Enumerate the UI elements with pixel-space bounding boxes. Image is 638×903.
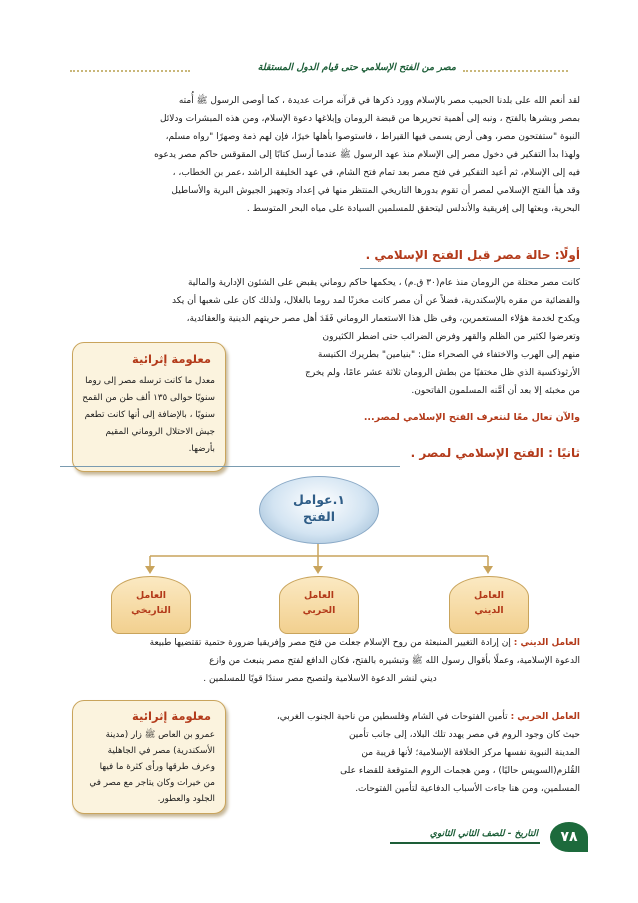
footer-title: التاريخ - للصف الثاني الثانوي bbox=[429, 829, 538, 839]
intro-line: ولهذا بدأ التفكير في دخول مصر إلى الإسلام منذ عهد الرسول ﷺ عندما أرسل كتابًا إلى المقوقس حاكم مصر يدعوه bbox=[154, 150, 580, 160]
enrichment-line: عمرو بن العاص ﷺ زار (مدينة bbox=[105, 730, 215, 740]
enrichment-line: سنويًا ، بالإضافة إلى أنها كانت تطعم bbox=[84, 410, 215, 420]
enrichment-line: الأسكندرية) مصر في الجاهلية bbox=[107, 746, 215, 756]
hub-line-2: الفتح bbox=[302, 509, 336, 524]
military-paragraph bbox=[235, 708, 580, 798]
factor-historical bbox=[111, 576, 191, 634]
enrichment-line: جيش الاحتلال الروماني المقيم bbox=[105, 427, 215, 437]
military-label: العامل الحربي : bbox=[510, 712, 580, 722]
intro-line: فيه إلى الإسلام، ثم أعيد التفكير في فتح مصر بعد تمام فتح الشام، في عهد الخليفة الراشد ،عمر بن الخطاب، ، bbox=[172, 168, 580, 178]
header-title: مصر من الفتح الإسلامي حتى قيام الدول المستقلة bbox=[257, 62, 456, 73]
factor-line: العامل bbox=[473, 590, 505, 601]
intro-line: بمصر وبشرها بالفتح ، ونبه إلى أهمية تحريرها من قبضة الرومان وإبلاغها دعوة الإسلام، ومن هذه المبشرات ودلائل bbox=[159, 114, 580, 124]
religious-paragraph bbox=[60, 634, 580, 688]
section1-line: الأرثوذكسية الذي ظل مختفيًا من بطش الرومان ثلاثة عشر عامًا، ولم يخرج bbox=[305, 368, 580, 378]
enrichment-line: وعرف طرقها ورأى كثرة ما فيها bbox=[99, 762, 215, 772]
section-heading-2: ثانيًا : الفتح الإسلامي لمصر . bbox=[410, 446, 580, 460]
page-number: ٧٨ bbox=[550, 822, 588, 852]
footer-underline bbox=[390, 842, 540, 844]
section1-line: وتعرضوا لكثير من الظلم والقهر وفرض الضرائب حتى اضطر الكثيرون bbox=[322, 332, 580, 342]
section1-line: من مخبئه إلا بعد أن أمَّنه المسلمون الفاتحون. bbox=[411, 386, 580, 396]
religious-line: ديني لنشر الدعوة الاسلامية ولتصبح مصر سندًا قويًا للمسلمين . bbox=[203, 674, 437, 684]
military-line bbox=[235, 708, 580, 726]
enrichment-box-title: معلومة إثرائية bbox=[132, 352, 211, 366]
military-line: حيث كان وجود الروم في مصر يهدد تلك البلاد، إلى جانب تأمين bbox=[348, 730, 580, 740]
military-text: تأمين الفتوحات في الشام وفلسطين من ناحية الجنوب الغربي، bbox=[276, 712, 508, 722]
enrichment-box-title: معلومة إثرائية bbox=[132, 709, 211, 723]
factor-line: الحربي bbox=[302, 605, 336, 616]
intro-line: البحرية، وبعثها إلى إفريقية والأندلس ليتحقق للمسلمين السيادة على مياه البحر المتوسط . bbox=[246, 204, 580, 214]
section-heading-1: أولًا: حالة مصر قبل الفتح الإسلامي . bbox=[365, 248, 580, 262]
military-line: المدينة النبوية نفسها مركز الخلافة الإسلامية؛ لأنها قريبة من bbox=[361, 748, 580, 758]
enrichment-line: الجلود والعطور. bbox=[157, 794, 215, 804]
religious-label: العامل الديني : bbox=[513, 638, 580, 648]
enrichment-line: سنويًا حوالى ١٣٥ ألف طن من القمح bbox=[82, 393, 215, 403]
hub-line-1: ١.عوامل bbox=[293, 492, 345, 507]
intro-line: لقد أنعم الله على بلدنا الحبيب مصر بالإسلام وورد ذكرها في قرآنه مرات عديدة ، كما أوصى الرسول ﷺ أُمته bbox=[178, 96, 580, 106]
religious-text: إن إرادة التغيير المنبعثة من روح الإسلام جعلت من فتح مصر وإفريقيا ضرورة حتمية تقتضيها طبيعة bbox=[149, 638, 511, 648]
intro-line: وقد هيأ الفتح الإسلامي لمصر أن تقوم بدورها التاريخي المنتظر منها في إعداد وتجهيز الجيوش البرية والأساطيل bbox=[171, 186, 580, 196]
religious-line: الدعوة الإسلامية، وعملًا بأقوال رسول الله ﷺ وتبشيره بالفتح، فكان الدافع لفتح مصر ينبعث من وازع bbox=[209, 656, 580, 666]
section1-line: والقضائية من مقره بالإسكندرية، فضلاً عن أن مصر كانت مخزنًا لمد روما بالغلال، ولذلك كان على شعبها أن يكد bbox=[172, 296, 580, 306]
section1-line: ويكدح لخدمة هؤلاء المستعمرين، وفى ظل هذا الاستعمار الروماني فَقَدَ أهل مصر حريتهم الدينية والعقائدية، bbox=[186, 314, 580, 324]
enrichment-line: معدل ما كانت ترسله مصر إلى روما bbox=[85, 376, 215, 386]
religious-line bbox=[60, 634, 580, 652]
section1-line: منهم إلى الهرب والاختفاء في الصحراء مثل: "بنيامين" بطريرك الكنيسة bbox=[317, 350, 580, 360]
factors-hub bbox=[259, 476, 379, 544]
military-line: المسلمين، ومن هنا جاءت الأسباب الدفاعية لتأمين الفتوحات. bbox=[355, 784, 580, 794]
factor-line: التاريخي bbox=[131, 605, 171, 616]
enrichment-line: من خيرات وكان يتاجر مع مصر في bbox=[89, 778, 215, 788]
factor-line: العامل bbox=[135, 590, 167, 601]
military-line: القُلزم(السويس حاليًا) ، ومن هجمات الروم المتوقعة للقضاء على bbox=[340, 766, 580, 776]
enrichment-box-text bbox=[77, 727, 215, 807]
factor-line: العامل bbox=[303, 590, 335, 601]
enrichment-box-2 bbox=[72, 700, 226, 814]
factor-line: الديني bbox=[474, 605, 504, 616]
invite-line: والآن تعال معًا لنتعرف الفتح الإسلامي لمصر... bbox=[363, 412, 580, 423]
intro-line: النبوة "ستفتحون مصر، وهى أرض يسمى فيها القيراط ، فاستوصوا بأهلها خيرًا، فإن لهم ذمة وصهرًا "رواه مسلم، bbox=[165, 132, 580, 142]
factor-military bbox=[279, 576, 359, 634]
factor-religious bbox=[449, 576, 529, 634]
enrichment-line: بأرضها. bbox=[188, 444, 215, 454]
section1-line: كانت مصر محتلة من الرومان منذ عام(٣٠ ق.م) ، يحكمها حاكم روماني يقبض على الشئون الإدارية والمالية bbox=[187, 278, 580, 288]
